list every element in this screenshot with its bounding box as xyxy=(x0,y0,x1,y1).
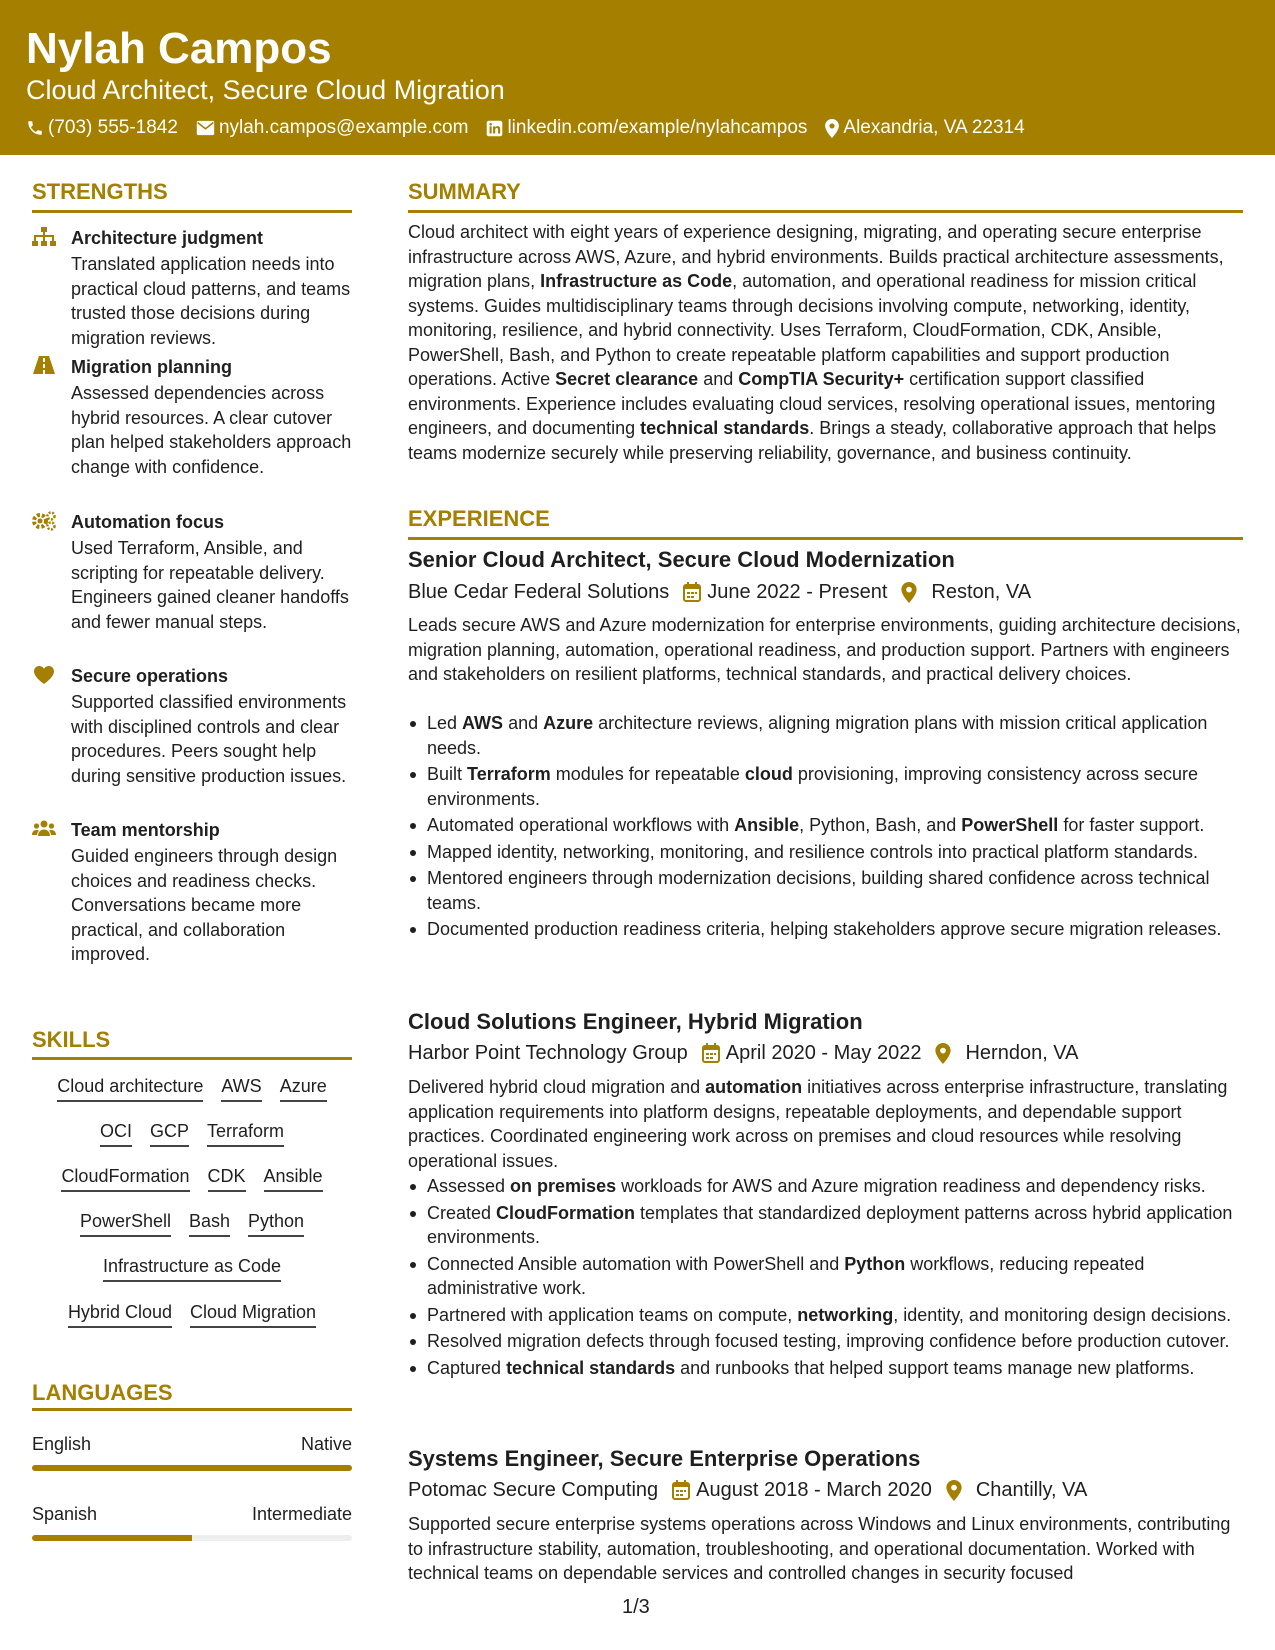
text-run: Led xyxy=(427,713,463,733)
calendar-icon xyxy=(702,1043,720,1063)
strength-item xyxy=(32,818,352,967)
job-bullet xyxy=(408,1252,1243,1301)
job-meta xyxy=(408,1477,1087,1503)
job-dates: August 2018 - March 2020 xyxy=(696,1479,932,1501)
language-level: Intermediate xyxy=(251,1504,352,1524)
job-meta xyxy=(408,579,1031,605)
skill-tag: Bash xyxy=(189,1209,230,1237)
skill-row xyxy=(32,1300,352,1328)
text-run: Cloud architect with eight years of experience designing, migrating, and operating secure enterprise infrastructure across AWS, Azure, and hybrid environments. Builds practical architecture assessments, migration plans, xyxy=(408,222,1224,291)
skill-tag: CloudFormation xyxy=(61,1164,189,1192)
job-bullet xyxy=(408,917,1243,942)
language-bar xyxy=(32,1535,352,1541)
heart-icon xyxy=(32,665,56,685)
experience-rule xyxy=(408,537,1243,540)
bold-keyword: PowerShell xyxy=(961,815,1059,835)
text-run: Mentored engineers through modernization decisions, building shared confidence across technical teams. xyxy=(427,868,1210,913)
strength-item xyxy=(32,510,352,634)
skill-tag: Terraform xyxy=(207,1119,284,1147)
summary-heading: SUMMARY xyxy=(408,179,521,204)
strength-title: Team mentorship xyxy=(71,820,220,840)
strength-desc: Used Terraform, Ansible, and scripting for repeatable delivery. Engineers gained cleaner handoffs and fewer manual steps. xyxy=(71,538,349,632)
bold-keyword: CompTIA Security+ xyxy=(738,369,905,389)
language-bar xyxy=(32,1465,352,1471)
text-run: Captured xyxy=(427,1357,507,1378)
map-pin-icon xyxy=(935,1043,951,1064)
map-pin-icon xyxy=(901,582,917,603)
summary-rule xyxy=(408,210,1243,213)
linkedin-link[interactable]: linkedin.com/example/nylahcampos xyxy=(507,117,808,138)
text-run: workflows, reducing repeated administrative work. xyxy=(427,1253,1145,1298)
job-bullets xyxy=(408,711,1243,944)
job-title: Senior Cloud Architect, Secure Cloud Modernization xyxy=(408,547,955,572)
job-location: Chantilly, VA xyxy=(975,1479,1088,1501)
bold-keyword: AWS xyxy=(462,713,504,733)
strengths-heading: STRENGTHS xyxy=(32,179,168,204)
bold-keyword: Python xyxy=(844,1253,906,1274)
text-run: Connected Ansible automation with PowerShell and xyxy=(427,1253,845,1274)
job-company: Harbor Point Technology Group xyxy=(408,1042,688,1064)
resume-header xyxy=(0,0,1275,155)
skill-tag: Cloud Migration xyxy=(190,1300,316,1328)
candidate-name: Nylah Campos xyxy=(26,24,332,73)
text-run: Built xyxy=(427,764,468,784)
job-title: Systems Engineer, Secure Enterprise Operations xyxy=(408,1446,921,1471)
contact-linkedin xyxy=(486,116,807,140)
text-run: Resolved migration defects through focused testing, improving confidence before production cutover. xyxy=(427,1331,1230,1351)
summary-text xyxy=(408,220,1243,465)
job-bullet xyxy=(408,1303,1243,1328)
job-bullet xyxy=(408,1201,1243,1250)
strengths-rule xyxy=(32,210,352,213)
bold-keyword: technical standards xyxy=(640,418,810,438)
contact-location xyxy=(825,116,1024,140)
text-run: , identity, and monitoring design decisions. xyxy=(893,1304,1232,1325)
bold-keyword: Ansible xyxy=(734,815,800,835)
skill-row xyxy=(32,1254,352,1282)
job-bullet xyxy=(408,1174,1243,1199)
skill-tag: Cloud architecture xyxy=(57,1074,203,1102)
language-name: English xyxy=(32,1434,92,1454)
job-bullet xyxy=(408,1356,1243,1381)
job-bullet xyxy=(408,711,1243,760)
text-run: Partnered with application teams on compute, xyxy=(427,1304,798,1325)
bold-keyword: Secret clearance xyxy=(555,369,699,389)
skill-tag: AWS xyxy=(221,1074,261,1102)
strength-item xyxy=(32,355,352,479)
map-pin-icon xyxy=(946,1480,962,1501)
languages-rule xyxy=(32,1408,352,1411)
page-number: 1/3 xyxy=(622,1596,650,1618)
text-run: Assessed xyxy=(427,1176,511,1196)
job-description xyxy=(408,1512,1243,1586)
text-run: , automation, and operational readiness for mission critical systems. Guides multidisciplinary teams through decisions involving compute, networking, identity, monitoring, resilience, and hybrid connectivity. Uses Terraform, CloudFormation, CDK, Ansible, PowerShell, Bash, and Python to create repeatable platform capabilities and support production operations. Active xyxy=(408,271,1197,389)
job-company: Potomac Secure Computing xyxy=(408,1479,659,1501)
calendar-icon xyxy=(683,582,701,602)
map-pin-icon xyxy=(825,119,839,138)
strength-item xyxy=(32,664,352,788)
job-dates: June 2022 - Present xyxy=(707,581,888,603)
users-icon xyxy=(32,819,56,839)
job-bullet xyxy=(408,840,1243,865)
road-icon xyxy=(32,356,56,376)
language-row xyxy=(32,1502,352,1526)
job-bullet xyxy=(408,1329,1243,1354)
strength-title: Architecture judgment xyxy=(71,228,264,248)
skill-row xyxy=(32,1074,352,1102)
text-run: Created xyxy=(427,1202,497,1223)
strength-title: Automation focus xyxy=(71,512,224,532)
text-run: Automated operational workflows with xyxy=(427,815,735,835)
email-link[interactable]: nylah.campos@example.com xyxy=(218,117,469,138)
job-description xyxy=(408,1075,1243,1173)
job-bullet xyxy=(408,813,1243,838)
job-location: Reston, VA xyxy=(931,581,1032,603)
text-run: Documented production readiness criteria, helping stakeholders approve secure migration releases. xyxy=(427,919,1222,939)
strength-item xyxy=(32,226,352,350)
strength-desc: Translated application needs into practical cloud patterns, and teams trusted those decisions during migration reviews. xyxy=(71,254,351,348)
strength-desc: Assessed dependencies across hybrid resources. A clear cutover plan helped stakeholders approach change with confidence. xyxy=(71,383,352,477)
skill-tag: Infrastructure as Code xyxy=(103,1254,281,1282)
envelope-icon xyxy=(196,120,215,136)
language-bar-fill xyxy=(32,1465,352,1471)
bold-keyword: cloud xyxy=(744,764,793,784)
strength-title: Migration planning xyxy=(71,357,232,377)
calendar-icon xyxy=(672,1480,690,1500)
strength-desc: Guided engineers through design choices and readiness checks. Conversations became more practical, and collaboration improved. xyxy=(71,846,338,964)
phone-icon xyxy=(26,119,44,137)
text-run: and xyxy=(698,369,739,389)
bold-keyword: Terraform xyxy=(467,764,551,784)
skill-row xyxy=(32,1119,352,1147)
experience-heading: EXPERIENCE xyxy=(408,506,550,531)
gears-icon xyxy=(32,511,56,531)
job-bullets xyxy=(408,1174,1243,1382)
text-run: certification support classified environments. Experience includes evaluating cloud services, resolving operational issues, mentoring engineers, and documenting xyxy=(408,369,1216,438)
linkedin-icon xyxy=(486,120,503,137)
candidate-title: Cloud Architect, Secure Cloud Migration xyxy=(26,75,505,105)
skill-tag: Ansible xyxy=(264,1164,323,1192)
bold-keyword: on premises xyxy=(510,1176,617,1196)
contact-phone xyxy=(26,116,178,140)
strength-desc: Supported classified environments with disciplined controls and clear procedures. Peers sought help during sensitive production issues. xyxy=(71,692,347,786)
skill-row xyxy=(32,1209,352,1237)
language-name: Spanish xyxy=(32,1504,98,1524)
text-run: provisioning, improving consistency across secure environments. xyxy=(427,764,1199,809)
text-run: Leads secure AWS and Azure modernization for enterprise environments, guiding architecture decisions, migration planning, automation, operational readiness, and production support. Partners with engineers and stakeholders on resilient platforms, technical standards, and practical delivery choices. xyxy=(408,615,1241,684)
languages-heading: LANGUAGES xyxy=(32,1380,173,1405)
language-level: Native xyxy=(300,1434,352,1454)
text-run: . Brings a steady, collaborative approach that helps teams modernize securely while preserving reliability, governance, and business continuity. xyxy=(408,418,1217,463)
skill-tag: Azure xyxy=(280,1074,327,1102)
text-run: architecture reviews, aligning migration plans with mission critical application needs. xyxy=(427,713,1208,758)
sitemap-icon xyxy=(32,227,56,247)
job-company: Blue Cedar Federal Solutions xyxy=(408,581,670,603)
bold-keyword: automation xyxy=(705,1077,803,1097)
skills-rule xyxy=(32,1057,352,1060)
bold-keyword: technical standards xyxy=(506,1357,676,1378)
job-bullet xyxy=(408,866,1243,915)
location-text: Alexandria, VA 22314 xyxy=(843,117,1025,138)
job-location: Herndon, VA xyxy=(965,1042,1079,1064)
text-run: modules for repeatable xyxy=(550,764,745,784)
skill-tag: CDK xyxy=(208,1164,246,1192)
text-run: for faster support. xyxy=(1058,815,1205,835)
language-bar-fill xyxy=(32,1535,192,1541)
job-title: Cloud Solutions Engineer, Hybrid Migration xyxy=(408,1009,863,1034)
bold-keyword: CloudFormation xyxy=(496,1202,636,1223)
skill-tag: OCI xyxy=(100,1119,132,1147)
text-run: workloads for AWS and Azure migration readiness and dependency risks. xyxy=(616,1176,1206,1196)
text-run: , Python, Bash, and xyxy=(799,815,962,835)
job-bullet xyxy=(408,762,1243,811)
text-run: initiatives across enterprise infrastructure, translating application requirements into platform designs, repeatable deployments, and dependable support practices. Coordinated engineering work across on premises and cloud resources while resolving operational issues. xyxy=(408,1077,1228,1171)
language-row xyxy=(32,1432,352,1456)
text-run: Mapped identity, networking, monitoring, and resilience controls into practical platform standards. xyxy=(427,841,1199,862)
text-run: and xyxy=(503,713,544,733)
skill-tag: GCP xyxy=(150,1119,189,1147)
job-description xyxy=(408,613,1243,687)
contact-bar xyxy=(26,116,1043,140)
bold-keyword: networking xyxy=(797,1304,894,1325)
skill-tag: Hybrid Cloud xyxy=(68,1300,172,1328)
text-run: templates that standardized deployment patterns across hybrid application environments. xyxy=(427,1202,1233,1247)
skill-row xyxy=(32,1164,352,1192)
text-run: and runbooks that helped support teams manage new platforms. xyxy=(675,1357,1195,1378)
phone-text[interactable]: (703) 555-1842 xyxy=(48,117,178,138)
job-meta xyxy=(408,1040,1079,1066)
skill-tag: Python xyxy=(248,1209,304,1237)
contact-email xyxy=(196,116,469,140)
bold-keyword: Infrastructure as Code xyxy=(540,271,733,291)
skills-heading: SKILLS xyxy=(32,1027,111,1052)
skill-tag: PowerShell xyxy=(80,1209,171,1237)
text-run: Supported secure enterprise systems operations across Windows and Linux environments, contributing to infrastructure stability, automation, troubleshooting, and operational documentation. Worked with technical teams on dependable services and controlled changes in security focused xyxy=(408,1514,1231,1583)
text-run: Delivered hybrid cloud migration and xyxy=(408,1077,706,1097)
job-dates: April 2020 - May 2022 xyxy=(725,1042,922,1064)
bold-keyword: Azure xyxy=(543,713,594,733)
strength-title: Secure operations xyxy=(71,666,229,686)
